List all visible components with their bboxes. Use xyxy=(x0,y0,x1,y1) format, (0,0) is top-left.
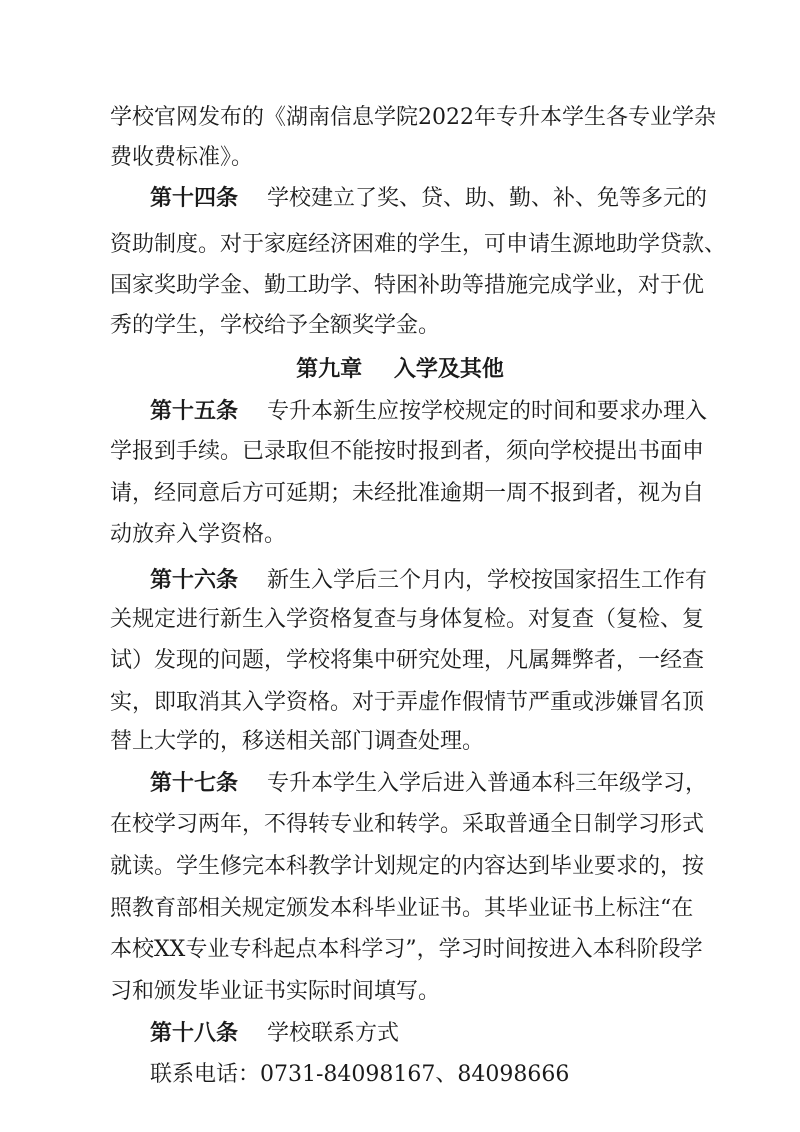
article-17-line xyxy=(150,763,710,803)
article-15-line xyxy=(150,391,710,431)
paragraph-text: 学报到手续。已录取但不能按时报到者，须向学校提出书面申 xyxy=(110,439,705,464)
contact-phone-text: 联系电话：0731-84098167、84098666 xyxy=(150,1062,570,1087)
article-label: 第十五条 xyxy=(150,398,239,424)
paragraph-text: 动放弃入学资格。 xyxy=(110,522,287,547)
paragraph-text: 照教育部相关规定颁发本科毕业证书。其毕业证书上标注“在 xyxy=(110,896,694,921)
paragraph-text: 在校学习两年，不得转专业和转学。采取普通全日制学习形式 xyxy=(110,812,705,837)
chapter-number: 第九章 xyxy=(296,356,363,382)
article-text: 新生入学后三个月内，学校按国家招生工作有 xyxy=(267,568,708,593)
contact-phone-line xyxy=(150,1055,710,1095)
paragraph-line xyxy=(110,98,716,138)
paragraph-text: 试）发现的问题，学校将集中研究处理，凡属舞弊者，一经查 xyxy=(110,648,705,673)
paragraph-line xyxy=(110,972,710,1012)
paragraph-line xyxy=(110,889,710,929)
paragraph-text: 费收费标准》。 xyxy=(110,145,254,170)
paragraph-text: 替上大学的，移送相关部门调查处理。 xyxy=(110,729,485,754)
paragraph-text: 实，即取消其入学资格。对于弄虚作假情节严重或涉嫌冒名顶 xyxy=(110,690,705,715)
paragraph-line xyxy=(110,641,710,681)
paragraph-text: 习和颁发毕业证书实际时间填写。 xyxy=(110,979,441,1004)
paragraph-line xyxy=(110,515,710,555)
paragraph-text: 就读。学生修完本科教学计划规定的内容达到毕业要求的，按 xyxy=(110,854,705,879)
article-18-line xyxy=(150,1013,710,1053)
paragraph-line xyxy=(110,306,710,346)
paragraph-text: 国家奖助学金、勤工助学、特困补助等措施完成学业，对于优 xyxy=(110,273,705,298)
paragraph-text: 学校官网发布的《湖南信息学院2022年专升本学生各专业学杂 xyxy=(110,105,716,130)
paragraph-line xyxy=(110,722,710,762)
paragraph-line xyxy=(110,225,727,265)
article-label: 第十八条 xyxy=(150,1020,239,1046)
paragraph-line xyxy=(110,930,710,970)
paragraph-line xyxy=(110,474,710,514)
paragraph-text: 本校XX专业专科起点本科学习”，学习时间按进入本科阶段学 xyxy=(110,937,703,962)
article-label: 第十四条 xyxy=(150,185,239,211)
article-text: 专升本新生应按学校规定的时间和要求办理入 xyxy=(267,399,708,424)
article-16-line xyxy=(150,560,710,600)
paragraph-line xyxy=(110,266,710,306)
paragraph-text: 关规定进行新生入学资格复查与身体复检。对复查（复检、复 xyxy=(110,607,705,632)
article-label: 第十七条 xyxy=(150,770,239,796)
paragraph-line xyxy=(110,432,710,472)
chapter-name: 入学及其他 xyxy=(393,356,504,382)
paragraph-line xyxy=(110,138,710,178)
paragraph-line xyxy=(110,805,710,845)
paragraph-line xyxy=(110,683,710,723)
paragraph-line xyxy=(110,600,710,640)
paragraph-text: 秀的学生，学校给予全额奖学金。 xyxy=(110,313,441,338)
chapter-title xyxy=(0,349,800,389)
article-text: 专升本学生入学后进入普通本科三年级学习， xyxy=(267,771,708,796)
paragraph-text: 请，经同意后方可延期；未经批准逾期一周不报到者，视为自 xyxy=(110,481,705,506)
paragraph-line xyxy=(110,847,710,887)
article-text: 学校建立了奖、贷、助、勤、补、免等多元的 xyxy=(267,186,708,211)
article-14-line xyxy=(150,178,710,218)
article-label: 第十六条 xyxy=(150,567,239,593)
article-text: 学校联系方式 xyxy=(267,1021,400,1046)
paragraph-text: 资助制度。对于家庭经济困难的学生，可申请生源地助学贷款、 xyxy=(110,232,727,257)
